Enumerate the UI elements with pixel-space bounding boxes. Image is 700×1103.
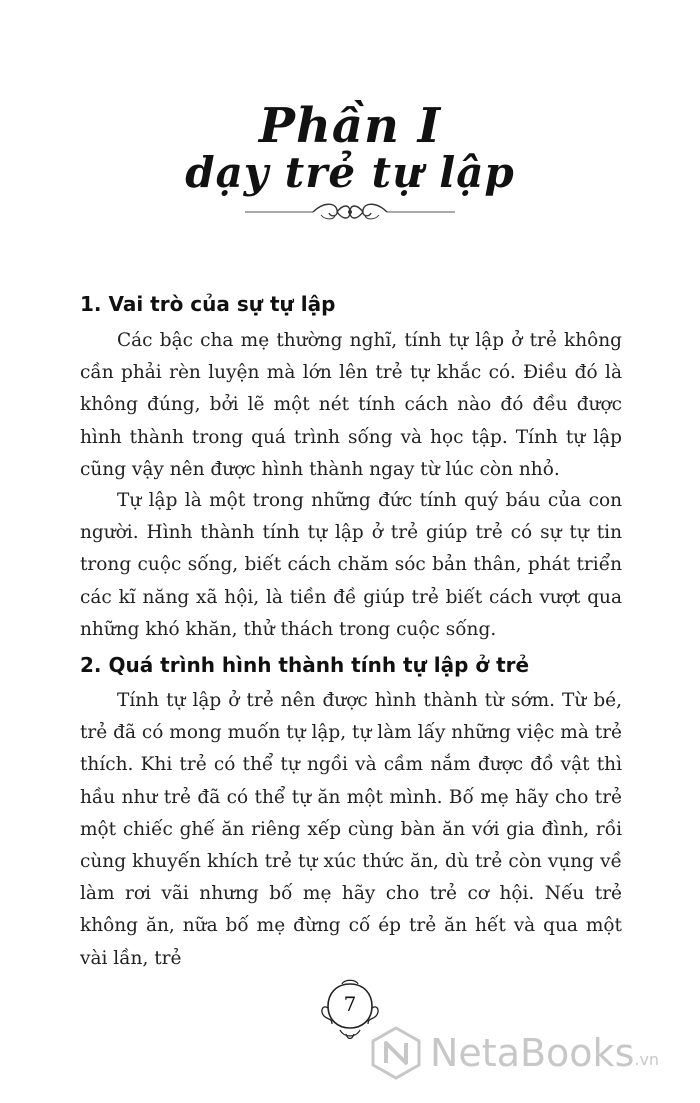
netabooks-watermark <box>368 1023 693 1083</box>
section-paragraph: Tự lập là một trong những đức tính quý báu của con người. Hình thành tính tự lập ở trẻ giúp trẻ có sự tự tin trong cuộc sống, biết cách chăm sóc bản thân, phát triển các kĩ năng xã hội, là tiền đề giúp trẻ biết cách vượt qua những khó khăn, thử thách trong cuộc sống. <box>80 490 622 640</box>
watermark-text: NetaBooks <box>430 1031 635 1075</box>
chapter-title-line-2: dạy trẻ tự lập <box>185 148 515 197</box>
netabooks-logo-icon <box>368 1025 424 1081</box>
title-divider-ornament-icon <box>245 200 455 224</box>
chapter-title-line-1: Phần I <box>258 98 442 154</box>
section-heading: 2. Quá trình hình thành tính tự lập ở trẻ <box>80 653 530 677</box>
watermark-suffix: .vn <box>634 1050 660 1069</box>
page-number: 7 <box>343 992 357 1016</box>
section-heading: 1. Vai trò của sự tự lập <box>80 292 336 316</box>
section-paragraph: Tính tự lập ở trẻ nên được hình thành từ sớm. Từ bé, trẻ đã có mong muốn tự lập, tự làm lấy những việc mà trẻ thích. Khi trẻ có thể tự ngồi và cầm nắm được đồ vật thì hầu như trẻ đã có thể tự ăn một mình. Bố mẹ hãy cho trẻ một chiếc ghế ăn riêng xếp cùng bàn ăn với gia đình, rồi cùng khuyến khích trẻ tự xúc thức ăn, dù trẻ còn vụng về làm rơi vãi nhưng bố mẹ hãy cho trẻ cơ hội. Nếu trẻ không ăn, nữa bố mẹ đừng cố ép trẻ ăn hết và qua một vài lần, trẻ <box>80 690 622 969</box>
section-paragraph: Các bậc cha mẹ thường nghĩ, tính tự lập ở trẻ không cần phải rèn luyện mà lớn lên trẻ tự khắc có. Điều đó là không đúng, bởi lẽ một nét tính cách nào đó đều được hình thành trong quá trình sống và học tập. Tính tự lập cũng vậy nên được hình thành ngay từ lúc còn nhỏ. <box>80 330 622 480</box>
